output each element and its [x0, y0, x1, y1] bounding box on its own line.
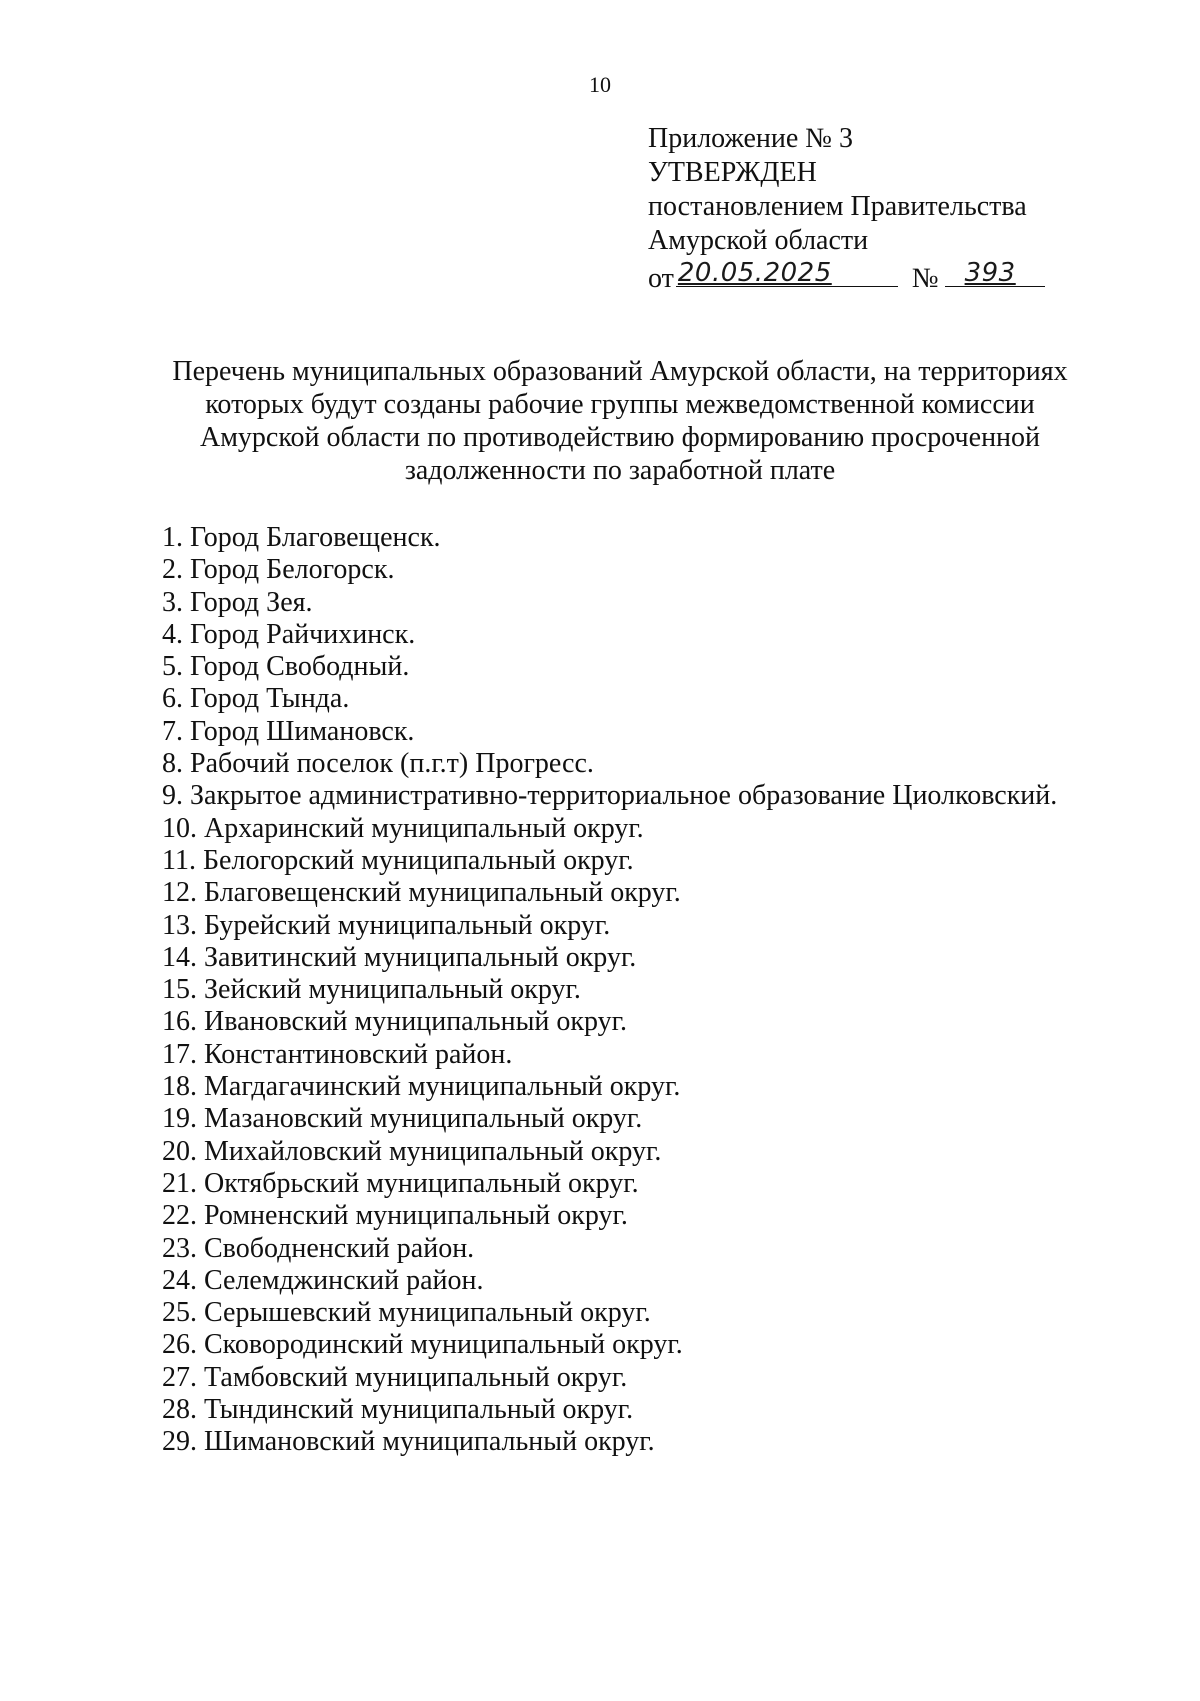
list-item: 24. Селемджинский район.	[162, 1264, 484, 1296]
handwritten-date: 20.05.2025	[677, 258, 832, 288]
title-line: Амурской области по противодействию формированию просроченной	[199, 422, 1041, 453]
page-number: 10	[589, 72, 611, 97]
list-item: 23. Свободненский район.	[162, 1232, 475, 1264]
resolution-label: постановлением Правительства	[648, 191, 1027, 222]
list-item: 20. Михайловский муниципальный округ.	[162, 1135, 662, 1167]
approval-block	[648, 122, 1045, 296]
list-item: 15. Зейский муниципальный округ.	[162, 974, 581, 1006]
date-number-line	[648, 258, 1045, 296]
region-label: Амурской области	[648, 225, 869, 256]
date-prefix: от	[648, 263, 674, 294]
title-line: Перечень муниципальных образований Амурской области, на территориях	[172, 356, 1068, 387]
list-item: 29. Шимановский муниципальный округ.	[162, 1426, 655, 1458]
list-item: 18. Магдагачинский муниципальный округ.	[162, 1071, 681, 1103]
list-item: 2. Город Белогорск.	[162, 554, 395, 586]
list-item: 27. Тамбовский муниципальный округ.	[162, 1361, 628, 1393]
list-item: 5. Город Свободный.	[162, 651, 410, 683]
list-item: 28. Тындинский муниципальный округ.	[162, 1394, 634, 1426]
list-item: 12. Благовещенский муниципальный округ.	[162, 877, 681, 909]
list-item: 25. Серышевский муниципальный округ.	[162, 1297, 651, 1329]
date-field	[676, 258, 898, 287]
list-item: 26. Сковородинский муниципальный округ.	[162, 1329, 683, 1361]
list-item: 3. Город Зея.	[162, 586, 313, 618]
list-item: 6. Город Тында.	[162, 683, 350, 715]
list-item: 16. Ивановский муниципальный округ.	[162, 1006, 627, 1038]
list-item: 11. Белогорский муниципальный округ.	[162, 844, 634, 876]
list-item: 13. Бурейский муниципальный округ.	[162, 909, 611, 941]
title-line: задолженности по заработной плате	[404, 455, 836, 486]
list-item: 9. Закрытое административно-территориальное образование Циолковский.	[162, 780, 1058, 812]
list-item: 22. Ромненский муниципальный округ.	[162, 1200, 628, 1232]
list-item: 1. Город Благовещенск.	[162, 522, 441, 553]
municipality-list	[162, 522, 1057, 1459]
list-item: 8. Рабочий поселок (п.г.т) Прогресс.	[162, 748, 594, 780]
list-item: 19. Мазановский муниципальный округ.	[162, 1103, 643, 1135]
handwritten-number: 393	[964, 258, 1016, 288]
document-title	[120, 355, 1120, 487]
list-item: 7. Город Шимановск.	[162, 715, 415, 747]
title-line: которых будут созданы рабочие группы межведомственной комиссии	[205, 389, 1035, 420]
list-item: 21. Октябрьский муниципальный округ.	[162, 1167, 639, 1199]
approved-label: УТВЕРЖДЕН	[648, 157, 817, 188]
number-sign: №	[911, 263, 939, 294]
number-field	[945, 258, 1045, 287]
list-item: 14. Завитинский муниципальный округ.	[162, 941, 637, 973]
list-item: 10. Архаринский муниципальный округ.	[162, 812, 644, 844]
list-item: 4. Город Райчихинск.	[162, 618, 416, 650]
appendix-label: Приложение № 3	[648, 123, 853, 154]
list-item: 17. Константиновский район.	[162, 1038, 513, 1070]
